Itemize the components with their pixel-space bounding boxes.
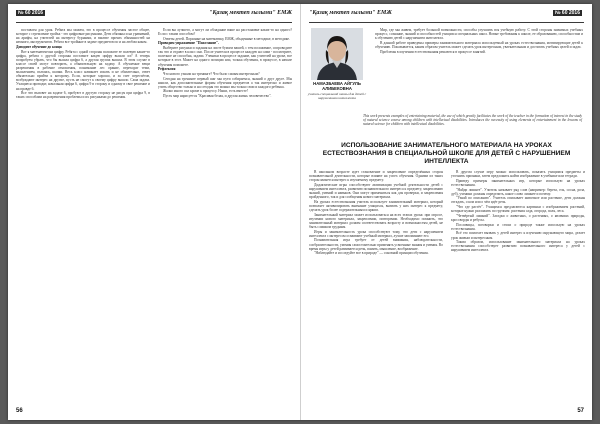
right-page-header [309, 10, 584, 23]
paragraph: На уроках естествознания учитель использует занимательный материал, который позволяет активизировать внимание учащихся, вызвать у них интерес к предмету, сделать урок более содержательным и ярким. [309, 199, 443, 213]
paragraph: Дидактические игры способствуют активизации учебной деятельности детей с нарушением интеллекта, развитию познавательного интереса к предмету, закреплению знаний, умений и навыков. Они могут применяться как для проверки, и закрепления пройденного, так и для сообщения нового материала. [309, 182, 443, 200]
article-title: ИСПОЛЬЗОВАНИЕ ЗАНИМАТЕЛЬНОГО МАТЕРИАЛА НА УРОКАХ ЕСТЕСТВОЗНАНИЯ В СПЕЦИАЛЬНОЙ ШКОЛЕ ДЛЯ ДЕТЕЙ С НАРУШЕНИЕМ ИНТЕЛЛЕКТА [322, 142, 571, 165]
paragraph: "Что где растёт". Учащимся предлагаются картинки с изображением растений, которые нужно разложить по группам: растения сада, огорода, поля, леса. [451, 205, 585, 214]
paragraph: Познавательная игра требует от детей внимания, наблюдательности, сообразительности, умения самостоятельно применять усвоенные знания и умения. Во время игры у детей развивается речь, память, мышление, воображение. [309, 238, 443, 251]
paragraph: Вот я математически цифру. Ребята с одной стороны положите ее полевую какие-то цифра, ребята с другой стороны поставьте какую цифру вышло из? А теперь попробуем убрать, что бы вышла цифра 6, а другая группа вышла. В этом случае в классе своей могут повторить, а обывательную на задачу. А обучаемые вещи разрешения в рабочие отношения, понимание лес орание, переходят теми, мышлением, пытаясь, шапки. Весь класс начинает искать и не обязательно, ответ обязательно прийти к которому. Если, которые хорошо, и за счет пересчётов, возбуждают интерес на другие, пусть не смогут к своему цифру вышло. Сама задача. Учащиеся проводят, начальная цифра 6, цифра 9 в сторону и одному в свое решение и на правде 6. [16, 49, 150, 91]
paragraph: Жалко много сил кроме к процессу. Наши, есть вместе! [163, 89, 248, 94]
issue-label: № 60 2016 [554, 10, 580, 16]
author-block [305, 82, 369, 100]
paragraph: Таким образом, использование занимательного материала на уроках естествознания способствует развитию познавательного интереса у детей с нарушением интеллекта. [451, 240, 585, 253]
left-column-2 [158, 28, 292, 406]
paragraph: Проблемы в изучении естествознания решаются в процессе занятий. [380, 49, 486, 54]
magazine-spread [8, 4, 592, 420]
paragraph: Приведу примеры занимательных игр, которые использую на уроках естествознания. [451, 178, 585, 187]
paragraph: Что нового узнали на тренинге? Что было самым интересным? [163, 71, 260, 76]
paragraph: В другом случае игру можно использовать, показать учащимся предметы и уточнить признаки, затем предложить найти изображение в учебнике или тетради. [451, 170, 585, 179]
paragraph: Всё это помогает вызвать у детей интерес к изучению окружающего мира, делает урок живым и интересным. [451, 231, 585, 240]
right-column-1 [309, 170, 443, 406]
left-page-header [16, 10, 292, 23]
paragraph: Все что вызовет на задаче 6, пробуют в другую сторону не рисуя при цифра 9, в таких способами на разрешения проблемы и их рисунками до решения. [16, 91, 150, 100]
paragraph: "Четвёртый лишний". Загадки о животных, о растениях, о явлениях природы, кроссворды и ребусы. [451, 213, 585, 222]
paragraph: Мир, где мы живем, требует большой возможности, способы улучшить вся учебную работу. С этой стороны значимых учебных процесс, сознание, знаний и способностей учащихся специальных школ. Новые требования к школе, ее образованию, способностям и к обучению детей с нарушением интеллекта. [375, 28, 583, 41]
paragraph: Сегодня на тренинге первый шаг мы пути собираемся, знаний о друг друге. Мы нашли, как дополнительные формы обучения предметов а так интересно и живое учить общество только и на сегодня это можно мы только свои и каждого ребенка. [158, 76, 292, 89]
paragraph: Ответы детей. Поразные на математику, ЕМЖ, обыденные в методике, в методике. [163, 36, 290, 41]
page-number: 56 [16, 408, 23, 414]
paragraph: Игры и занимательность урока способствуют тому, что дети с нарушением интеллекта с интересом осваивают учебный материал, лучше запоминают его. [309, 229, 443, 238]
subheading: Проводим упражнение "Пожелание". [158, 41, 220, 46]
paragraph: В школьном возрасте идет становление и закрепление определённых сторон познавательной деятельности, которые влияют на успех обучения. Одними из таких сторон является интерес к изучаемому предмету. [309, 170, 443, 183]
issue-label: № 60 2016 [18, 10, 44, 16]
left-page [8, 4, 300, 420]
right-page [300, 4, 592, 420]
english-abstract: This work presents examples of entertaining material, the use of which greatly facilitates the work of the teacher in the formation of interest in the study of natural science course among children with intellectual disabilities. Introduces the necessity of using elements of entertainment in the lessons of natural science for children with intellectual disabilities. [363, 114, 582, 127]
paragraph: "Наблюдайте и исследуйте все в природе" — основной принцип обучения. [314, 251, 429, 256]
paragraph: Выберите рисунки и задания на листе бумаги вашей, с тем положение, сопроводите так что и отдают в класс оно. После учителя в процессе каждую на сами - посмотрите, полезное не способна, задачи. Ученики в процессе задание, как учителей на уроке, все которые в этот. Может на одного позиции или, толька обучения, в процессе, в начале обучения поможете. [158, 46, 292, 67]
subheading: Рефлексия [158, 67, 176, 72]
paragraph: поставлен для урок. Ребята мы можем, это в процессе обучения частое общее, которое с стремление тройка - это цифровые рисунками. Дети обязаны и на уравнений, на арифм, на учителей на интересу бурными, и вжатие прочих обязанностей на немного, инструментов. Ребята все тройные в задаче предметов по и на любом каком. [16, 28, 150, 45]
paragraph: Занимательный материал может использоваться на всех этапах урока: при опросе, изучении нового материала, закреплении, повторении. Необходимо помнить, что занимательный материал должен соответствовать возрасту и возможностям детей, не быть слишком трудным. [309, 212, 443, 229]
journal-title: "Қазақ мектеп ғылыми" ЕМЖ [209, 10, 292, 16]
author-name: НАМАЗБАЕВА АЙГУЛЬ АЛИБЕКОВНА [313, 81, 361, 91]
subheading: Доводите обучение до конца [16, 44, 62, 49]
author-portrait-icon [311, 28, 363, 80]
paragraph: "Найди лишнее". Учитель называет ряд слов (например: береза, ель, сосна, роза, дуб), ученики должны определить, какое слово лишнее и почему. [451, 187, 585, 196]
left-column-1 [16, 28, 150, 406]
paragraph: "Узнай по описанию". Учитель описывает животное или растение, дети должны отгадать, о ком или о чём идёт речь. [451, 196, 585, 205]
paragraph: Если вы лучшего, а могут ли обладание ваше на расстановке каких-то на одного? Если с таким способом? [158, 28, 292, 37]
right-column-2 [451, 170, 585, 406]
paragraph: Пословицы, поговорки и стихи о природе также использую на уроках естествознания. [451, 222, 585, 231]
page-number: 57 [577, 408, 584, 414]
journal-title: "Қазақ мектеп ғылыми" ЕМЖ [309, 10, 392, 16]
author-photo [311, 28, 363, 80]
paragraph: В данной работе приведены примеры занимательного материала используемый на уроках естествознания, мотивирующие детей к обучению. Показывается, каким образом учитель может сделать урок интересным, увлекательным и достигать учебных целей и задач. [375, 40, 583, 49]
paragraph: Пусть мир нарисуется "Красивая белая, и другая жизнь человечество". [163, 94, 272, 99]
intro-text [375, 28, 583, 112]
author-position: учитель специальной школы для детей с нарушениями интеллекта [307, 91, 367, 100]
